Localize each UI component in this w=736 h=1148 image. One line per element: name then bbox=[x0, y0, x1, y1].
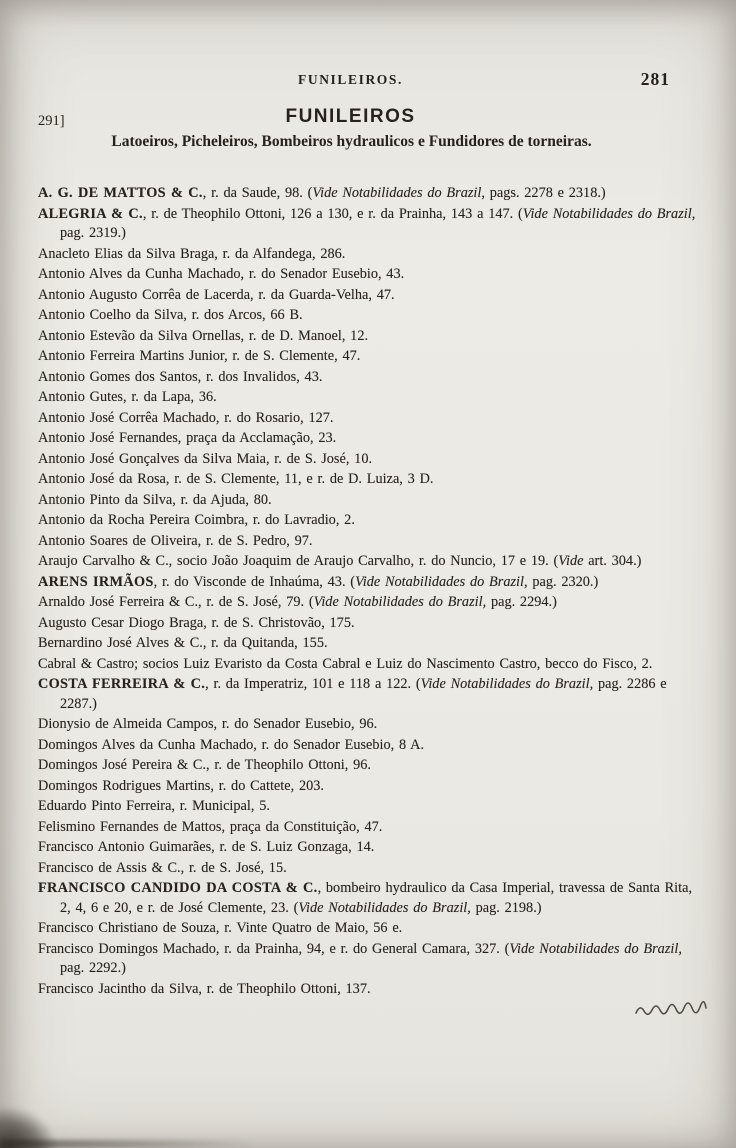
directory-entry bbox=[38, 205, 700, 244]
entry-text-segment: Francisco Jacintho da Silva, r. de Theophilo Ottoni, 137. bbox=[38, 980, 371, 997]
entry-text-segment: Domingos José Pereira & C., r. de Theophilo Ottoni, 96. bbox=[38, 757, 371, 773]
directory-entry bbox=[38, 675, 700, 714]
page-number: 281 bbox=[640, 69, 670, 89]
directory-entry bbox=[38, 818, 700, 838]
page-subtitle: Latoeiros, Picheleiros, Bombeiros hydraulicos e Fundidores de torneiras. bbox=[111, 133, 592, 150]
entry-text-segment: Antonio Augusto Corrêa de Lacerda, r. da Guarda-Velha, 47. bbox=[38, 286, 395, 303]
entry-text-segment: Vide Notabilidades do Brazil, bbox=[312, 185, 485, 201]
entry-text-segment: , r. do Visconde de Inhaúma, 43. ( bbox=[153, 573, 356, 590]
entry-text-segment: pag. 2286 e 2287.) bbox=[60, 676, 667, 712]
entry-text-segment: Vide Notabilidades do Brazil, bbox=[509, 940, 682, 957]
entry-text-segment: pag. 2292.) bbox=[60, 960, 126, 976]
entry-text-segment: Antonio Estevão da Silva Ornellas, r. de D. Manoel, 12. bbox=[38, 327, 369, 344]
scan-shadow-bottom-left bbox=[0, 1050, 110, 1148]
directory-entry bbox=[38, 470, 700, 490]
entry-text-segment: , bombeiro hydraulico da Casa Imperial, travessa de Santa Rita, 2, 4, 6 e 20, e r. de José Clemente, 23. ( bbox=[60, 880, 693, 916]
handwritten-mark bbox=[634, 1001, 708, 1021]
directory-entry bbox=[38, 552, 700, 572]
directory-entry bbox=[38, 614, 700, 634]
directory-entry bbox=[38, 715, 700, 735]
directory-entry bbox=[38, 491, 700, 511]
directory-entry bbox=[38, 756, 700, 776]
entry-text-segment: pag. 2320.) bbox=[527, 573, 599, 590]
entry-text-segment: Anacleto Elias da Silva Braga, r. da Alfandega, 286. bbox=[38, 245, 346, 262]
entry-text-segment: Antonio Soares de Oliveira, r. de S. Pedro, 97. bbox=[38, 532, 313, 549]
entry-text-segment: Bernardino José Alves & C., r. da Quitanda, 155. bbox=[38, 635, 328, 651]
running-header: FUNILEIROS. bbox=[298, 72, 403, 87]
entry-text-segment: Domingos Rodrigues Martins, r. do Cattete, 203. bbox=[38, 777, 324, 794]
entry-text-segment: Vide Notabilidades do Brazil, bbox=[522, 205, 696, 222]
entry-text-segment: Vide Notabilidades do Brazil, bbox=[355, 573, 528, 590]
entry-text-segment: Antonio José Gonçalves da Silva Maia, r. de S. José, 10. bbox=[38, 450, 373, 467]
directory-entry bbox=[38, 511, 700, 531]
directory-entry bbox=[38, 736, 700, 756]
entry-text-segment: Antonio Gomes dos Santos, r. dos Invalidos, 43. bbox=[38, 368, 323, 385]
entry-text-segment: , r. de Theophilo Ottoni, 126 a 130, e r. da Prainha, 143 a 147. ( bbox=[142, 205, 523, 222]
entry-text-segment: Francisco Domingos Machado, r. da Prainha, 94, e r. do General Camara, 327. ( bbox=[38, 940, 510, 957]
entry-text-segment: , r. da Imperatriz, 101 e 118 a 122. ( bbox=[205, 676, 421, 692]
directory-entry bbox=[38, 634, 700, 654]
directory-entry bbox=[38, 450, 700, 470]
entry-text-segment: Francisco Christiano de Souza, r. Vinte Quatro de Maio, 56 e. bbox=[38, 920, 403, 936]
entry-text-segment: Arnaldo José Ferreira & C., r. de S. José, 79. ( bbox=[38, 594, 314, 610]
entry-text-segment: pag. 2294.) bbox=[486, 594, 557, 610]
directory-entry bbox=[38, 388, 700, 408]
directory-entry bbox=[38, 409, 700, 429]
directory-entry bbox=[38, 573, 700, 593]
entry-text-segment: ARENS IRMÃOS bbox=[38, 573, 154, 590]
entry-text-segment: Antonio Gutes, r. da Lapa, 36. bbox=[38, 389, 217, 405]
directory-entry bbox=[38, 347, 700, 367]
entry-text-segment: Vide Notabilidades do Brazil, bbox=[420, 676, 594, 692]
entry-text-segment: Eduardo Pinto Ferreira, r. Municipal, 5. bbox=[38, 798, 270, 814]
scan-edge-bottom bbox=[0, 1140, 300, 1148]
entry-text-segment: A. G. DE MATTOS & C. bbox=[38, 185, 203, 201]
directory-entry bbox=[38, 184, 700, 204]
directory-entry bbox=[38, 919, 700, 939]
entry-text-segment: Araujo Carvalho & C., socio João Joaquim de Araujo Carvalho, r. do Nuncio, 17 e 19. ( bbox=[38, 553, 559, 569]
entry-text-segment: Dionysio de Almeida Campos, r. do Senador Eusebio, 96. bbox=[38, 716, 378, 732]
entries-list bbox=[38, 184, 700, 1000]
entry-text-segment: Augusto Cesar Diogo Braga, r. de S. Christovão, 175. bbox=[38, 614, 355, 631]
directory-entry bbox=[38, 532, 700, 552]
entry-text-segment: Antonio José Fernandes, praça da Acclamação, 23. bbox=[38, 430, 337, 446]
directory-entry bbox=[38, 797, 700, 817]
entry-text-segment: ALEGRIA & C. bbox=[38, 205, 143, 222]
entry-text-segment: pag. 2319.) bbox=[60, 225, 126, 241]
entry-text-segment: Vide Notabilidades do Brazil, bbox=[298, 899, 471, 916]
entry-text-segment: COSTA FERREIRA & C. bbox=[38, 676, 206, 692]
directory-entry bbox=[38, 859, 700, 879]
directory-entry bbox=[38, 655, 700, 675]
column-reference: 291] bbox=[38, 113, 65, 129]
entry-text-segment: Antonio Coelho da Silva, r. dos Arcos, 66 B. bbox=[38, 307, 303, 323]
entry-text-segment: Antonio Alves da Cunha Machado, r. do Senador Eusebio, 43. bbox=[38, 266, 405, 282]
entry-text-segment: Felismino Fernandes de Mattos, praça da Constituição, 47. bbox=[38, 818, 383, 835]
entry-text-segment: Cabral & Castro; socios Luiz Evaristo da Costa Cabral e Luiz do Nascimento Castro, becco do Fisco, 2. bbox=[38, 655, 653, 672]
entry-text-segment: Domingos Alves da Cunha Machado, r. do Senador Eusebio, 8 A. bbox=[38, 736, 425, 753]
entry-text-segment: pag. 2198.) bbox=[470, 899, 542, 916]
entry-text-segment: Vide Notabilidades do Brazil, bbox=[313, 594, 487, 610]
directory-entry bbox=[38, 777, 700, 797]
directory-entry bbox=[38, 980, 700, 1000]
directory-entry bbox=[38, 327, 700, 347]
entry-text-segment: art. 304.) bbox=[583, 553, 642, 569]
entry-text-segment: Vide bbox=[558, 553, 584, 569]
directory-entry bbox=[38, 306, 700, 326]
directory-entry bbox=[38, 593, 700, 613]
entry-text-segment: , r. da Saude, 98. ( bbox=[202, 185, 313, 201]
entry-text-segment: Antonio Pinto da Silva, r. da Ajuda, 80. bbox=[38, 491, 272, 508]
entry-text-segment: Antonio Ferreira Martins Junior, r. de S. Clemente, 47. bbox=[38, 348, 361, 364]
directory-entry bbox=[38, 265, 700, 285]
entry-text-segment: pags. 2278 e 2318.) bbox=[484, 185, 606, 201]
directory-entry bbox=[38, 286, 700, 306]
directory-entry bbox=[38, 940, 700, 979]
page-title: FUNILEIROS bbox=[285, 106, 416, 127]
entry-text-segment: FRANCISCO CANDIDO DA COSTA & C. bbox=[38, 880, 318, 896]
directory-entry bbox=[38, 838, 700, 858]
entry-text-segment: Francisco Antonio Guimarães, r. de S. Luiz Gonzaga, 14. bbox=[38, 839, 375, 855]
directory-entry bbox=[38, 368, 700, 388]
directory-entry bbox=[38, 429, 700, 449]
entry-text-segment: Francisco de Assis & C., r. de S. José, 15. bbox=[38, 859, 287, 876]
entry-text-segment: Antonio da Rocha Pereira Coimbra, r. do Lavradio, 2. bbox=[38, 512, 355, 528]
directory-entry bbox=[38, 245, 700, 265]
directory-entry bbox=[38, 879, 700, 918]
entry-text-segment: Antonio José da Rosa, r. de S. Clemente, 11, e r. de D. Luiza, 3 D. bbox=[38, 471, 434, 487]
entry-text-segment: Antonio José Corrêa Machado, r. do Rosario, 127. bbox=[38, 409, 334, 426]
